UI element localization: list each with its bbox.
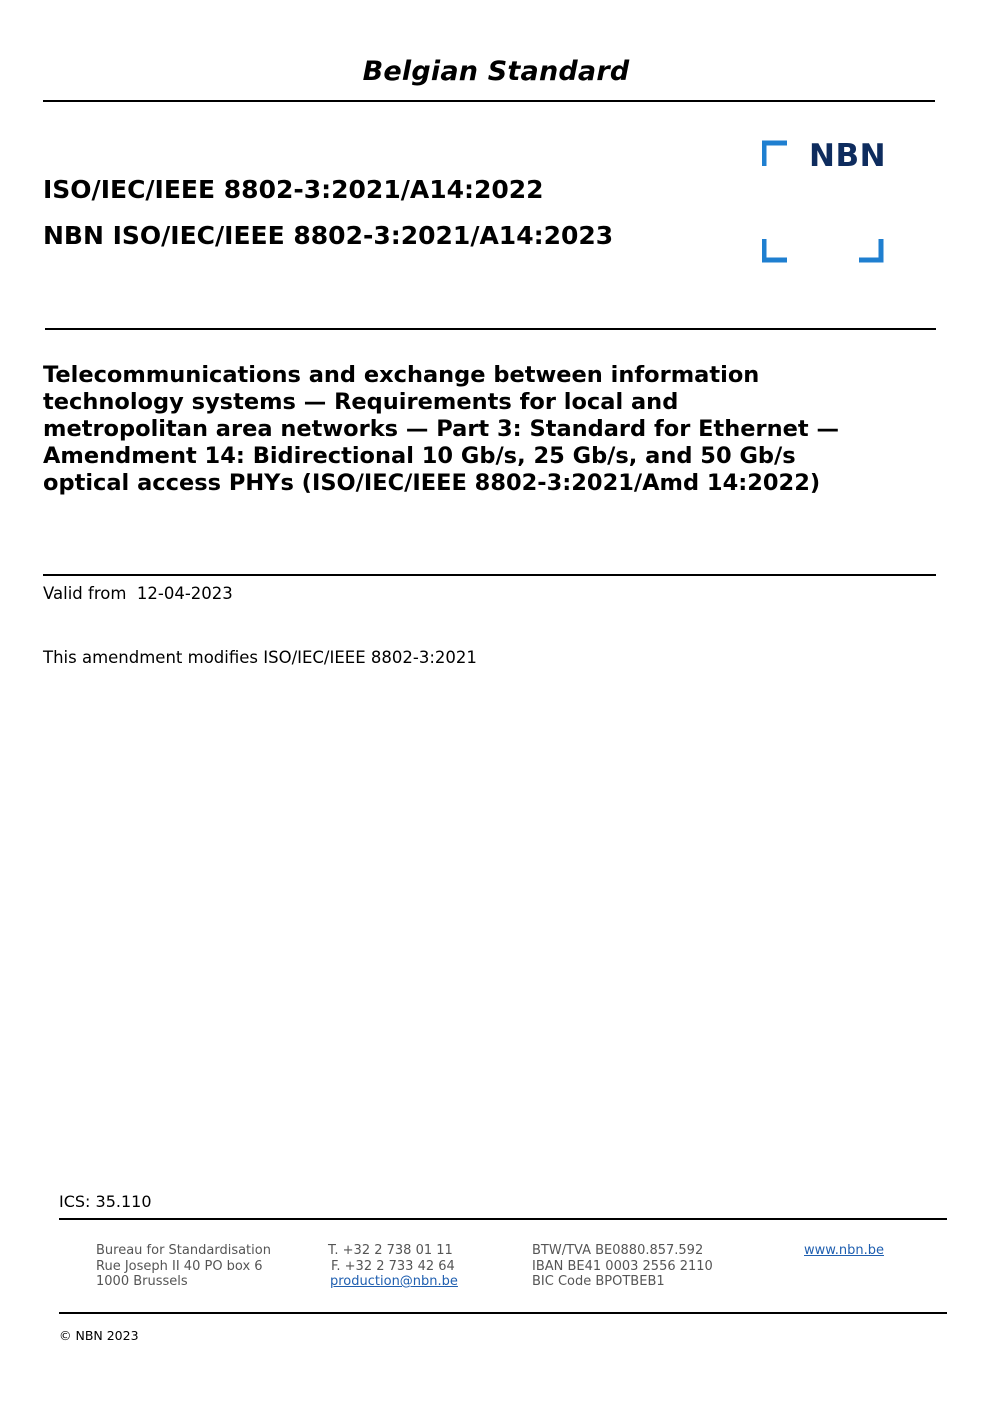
vat-number: BTW/TVA BE0880.857.592 [532,1243,704,1258]
footer-bank [532,1243,713,1290]
title-rule [43,574,936,576]
nbn-logo [762,140,886,264]
document-type-heading: Belgian Standard [362,56,630,87]
footer-top-rule [59,1218,947,1220]
address-line: Rue Joseph II 40 PO box 6 [96,1258,263,1274]
address-line: 1000 Brussels [96,1274,188,1289]
title-line: technology systems — Requirements for local and [43,389,679,415]
footer-bottom-rule [59,1312,947,1314]
title-line: metropolitan area networks — Part 3: Standard for Ethernet — [43,416,840,442]
footer-contact [328,1243,458,1290]
header-rule [43,100,935,102]
website-link[interactable]: www.nbn.be [804,1243,884,1258]
title-line: Amendment 14: Bidirectional 10 Gb/s, 25 Gb/s, and 50 Gb/s [43,443,796,469]
logo-text: NBN [809,138,887,174]
validity-label: Valid from [43,584,127,603]
nbn-reference: NBN ISO/IEC/IEEE 8802-3:2021/A14:2023 [43,221,614,250]
phone-number: T. +32 2 738 01 11 [328,1243,453,1258]
ics-code: ICS: 35.110 [59,1192,152,1211]
footer-address [96,1243,271,1290]
iso-reference: ISO/IEC/IEEE 8802-3:2021/A14:2022 [43,175,544,204]
validity-date: 12-04-2023 [136,584,233,603]
email-link[interactable]: production@nbn.be [330,1274,458,1289]
validity-line [43,584,233,603]
document-title [43,362,923,497]
fax-number: F. +32 2 733 42 64 [331,1258,455,1274]
copyright-notice: © NBN 2023 [59,1328,139,1343]
iban-number: IBAN BE41 0003 2556 2110 [532,1258,713,1274]
title-line: Telecommunications and exchange between information [43,362,760,388]
title-line: optical access PHYs (ISO/IEC/IEEE 8802-3:2021/Amd 14:2022) [43,470,821,496]
address-line: Bureau for Standardisation [96,1243,271,1258]
identifier-rule [45,328,936,330]
amendment-note: This amendment modifies ISO/IEC/IEEE 8802-3:2021 [43,648,477,667]
bic-code: BIC Code BPOTBEB1 [532,1274,665,1289]
